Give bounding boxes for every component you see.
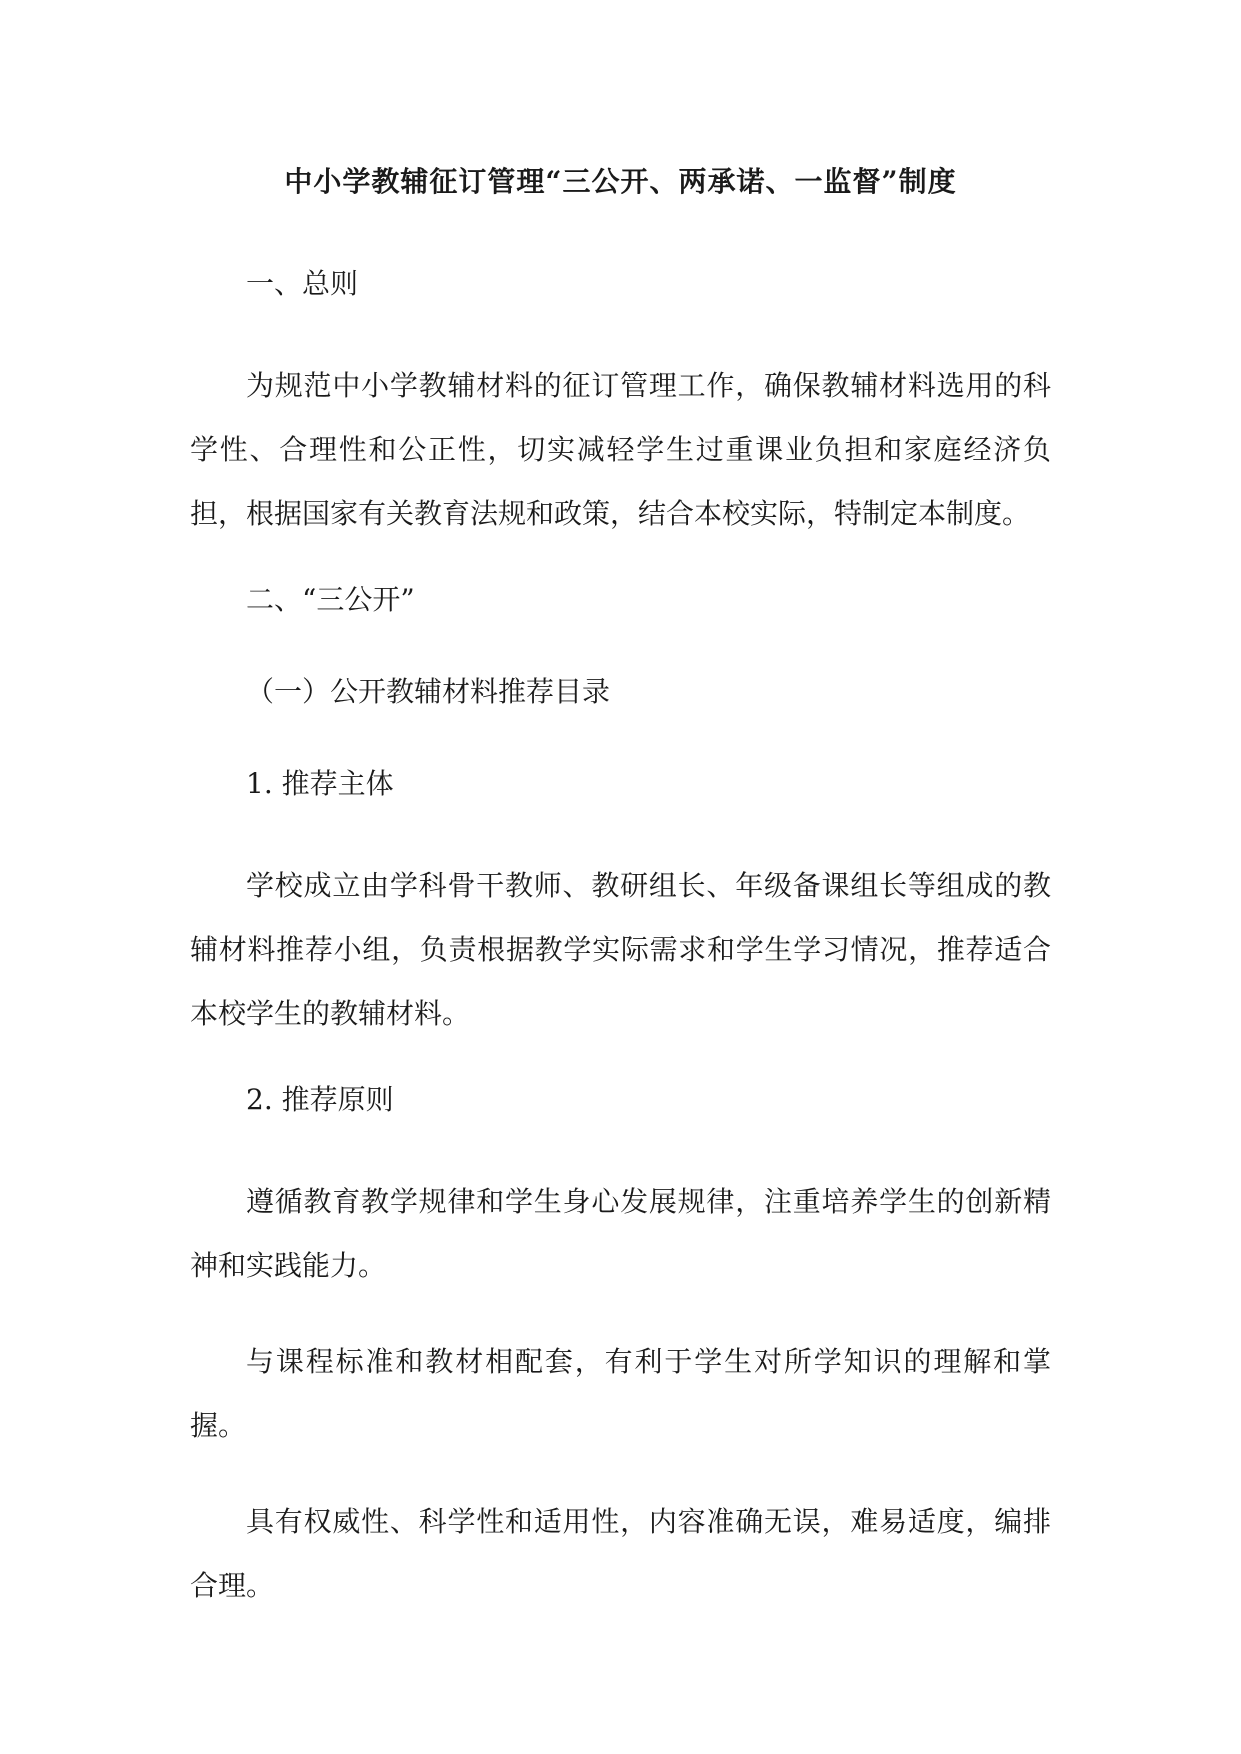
- item-heading-recommender: 1. 推荐主体: [246, 767, 394, 800]
- paragraph-principle-1: 遵循教育教学规律和学生身心发展规律，注重培养学生的创新精神和实践能力。: [190, 1185, 1051, 1282]
- document-title: 中小学教辅征订管理“三公开、两承诺、一监督”制度: [284, 165, 957, 198]
- paragraph-recommender: 学校成立由学科骨干教师、教研组长、年级备课组长等组成的教辅材料推荐小组，负责根据教学实际需求和学生学习情况，推荐适合本校学生的教辅材料。: [190, 869, 1051, 1030]
- item-heading-principles: 2. 推荐原则: [246, 1083, 394, 1116]
- paragraph-general: 为规范中小学教辅材料的征订管理工作，确保教辅材料选用的科学性、合理性和公正性，切实减轻学生过重课业负担和家庭经济负担，根据国家有关教育法规和政策，结合本校实际，特制定本制度。: [190, 369, 1051, 530]
- paragraph-principle-3: 具有权威性、科学性和适用性，内容准确无误，难易适度，编排合理。: [190, 1505, 1051, 1602]
- section-heading-general: 一、总则: [246, 267, 359, 300]
- paragraph-principle-2: 与课程标准和教材相配套，有利于学生对所学知识的理解和掌握。: [190, 1345, 1051, 1442]
- section-heading-three-publics: 二、“三公开”: [246, 583, 415, 616]
- subsection-heading-catalog: （一）公开教辅材料推荐目录: [246, 675, 611, 708]
